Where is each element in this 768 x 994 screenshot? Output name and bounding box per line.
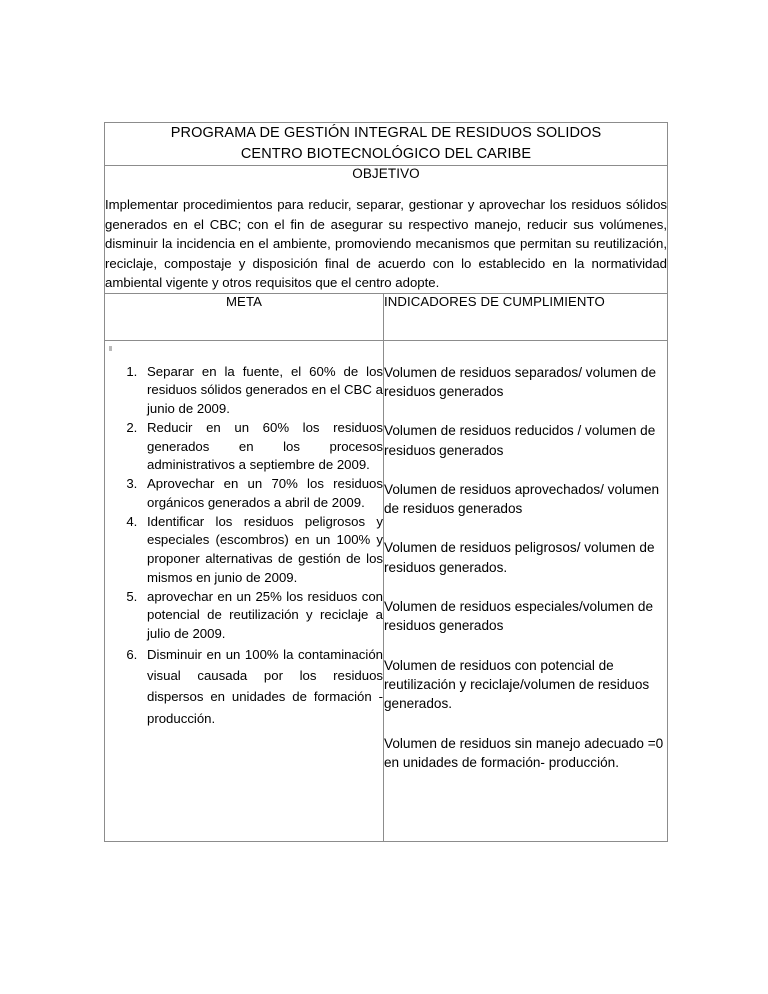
list-item: 6. Disminuir en un 100% la contaminación visual causada por los residuos dispersos en unidades de formación - producción. xyxy=(141,644,383,730)
list-item: 5. aprovechar en un 25% los residuos con potencial de reutilización y reciclaje a julio de 2009. xyxy=(141,588,383,644)
header-indicadores: INDICADORES DE CUMPLIMIENTO xyxy=(384,293,668,340)
objetivo-cell xyxy=(105,166,668,294)
list-item: 3. Aprovechar en un 70% los residuos orgánicos generados a abril de 2009. xyxy=(141,475,383,512)
artifact-speck-icon xyxy=(109,346,112,351)
title-cell xyxy=(105,123,668,166)
list-item: 2. Reducir en un 60% los residuos generados en los procesos administrativos a septiembre de 2009. xyxy=(141,419,383,475)
objetivo-heading: OBJETIVO xyxy=(352,166,420,182)
objetivo-row xyxy=(105,166,668,294)
header-meta: META xyxy=(105,293,384,340)
table-body-row xyxy=(105,340,668,841)
list-item: 4. Identificar los residuos peligrosos y especiales (escombros) en un 100% y proponer alternativas de gestión de los mismos en junio de 2009. xyxy=(141,513,383,588)
title-row xyxy=(105,123,668,166)
table-header-row xyxy=(105,293,668,340)
list-item: Volumen de residuos con potencial de reutilización y reciclaje/volumen de residuos generados. xyxy=(384,657,650,712)
list-item: Volumen de residuos aprovechados/ volumen de residuos generados xyxy=(384,481,660,517)
main-document-table xyxy=(104,122,668,842)
indicators-list xyxy=(384,363,667,772)
indicadores-cell xyxy=(384,340,668,841)
title-line-2: CENTRO BIOTECNOLÓGICO DEL CARIBE xyxy=(240,146,532,163)
list-item: Volumen de residuos reducidos / volumen de residuos generados xyxy=(384,423,656,458)
title-line-1: PROGRAMA DE GESTIÓN INTEGRAL DE RESIDUOS SOLIDOS xyxy=(170,125,602,141)
list-item: Volumen de residuos peligrosos/ volumen de residuos generados. xyxy=(384,540,655,575)
goals-list xyxy=(105,363,383,730)
meta-cell xyxy=(105,340,384,841)
list-item: 1. Separar en la fuente, el 60% de los residuos sólidos generados en el CBC a junio de 2009. xyxy=(141,363,383,419)
objetivo-paragraph: Implementar procedimientos para reducir, separar, gestionar y aprovechar los residuos sólidos generados en el CBC; con el fin de asegurar su respectivo manejo, reducir sus volúmenes, disminuir la incidencia en el ambiente, promoviendo mecanismos que permitan su reutilización, reciclaje, compostaje y disposición final de acuerdo con lo establecido en la normatividad ambiental vigente y otros requisitos que el centro adopte. xyxy=(105,197,668,291)
objetivo-body xyxy=(105,195,667,293)
list-item: Volumen de residuos separados/ volumen de residuos generados xyxy=(384,364,657,399)
page-title xyxy=(105,123,667,165)
list-item: Volumen de residuos especiales/volumen de residuos generados xyxy=(384,599,654,634)
list-item: Volumen de residuos sin manejo adecuado =0 en unidades de formación- producción. xyxy=(384,735,664,770)
